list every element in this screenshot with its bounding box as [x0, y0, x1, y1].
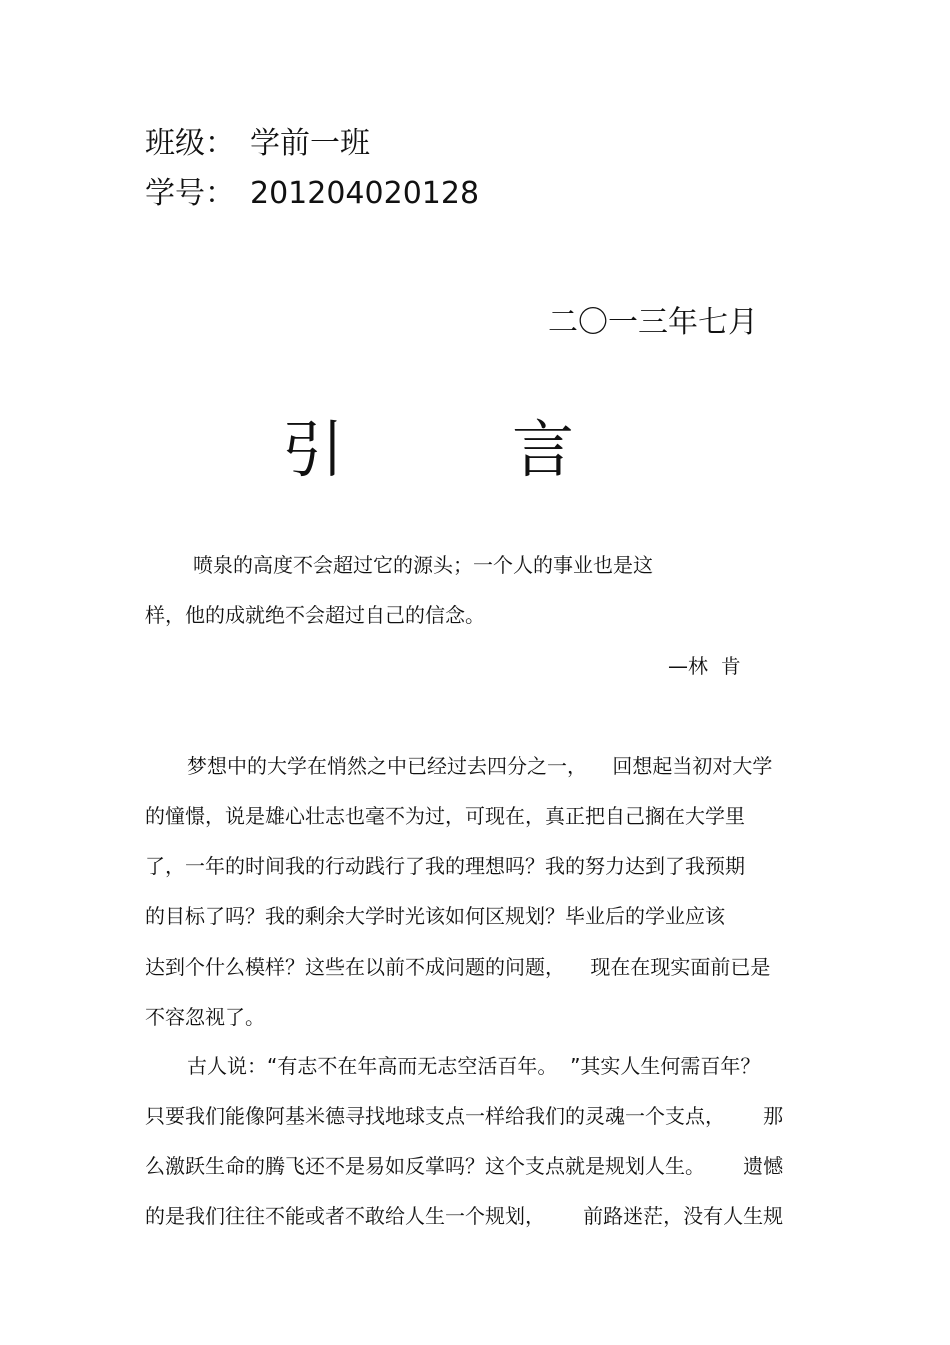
student-id-value: 201204020128 [250, 176, 480, 211]
heading-char-1: 引 [282, 413, 345, 486]
class-info [145, 124, 370, 164]
epigraph-line: 样，他的成就绝不会超过自己的信念。 [145, 603, 485, 627]
student-id-info [145, 174, 479, 214]
body-line: 么激跃生命的腾飞还不是易如反掌吗？这个支点就是规划人生。 遗憾 [145, 1154, 784, 1178]
document-date: 二〇一三年七月 [548, 305, 758, 340]
heading-char-2: 言 [512, 413, 575, 486]
body-line: 只要我们能像阿基米德寻找地球支点一样给我们的灵魂一个支点， 那 [145, 1104, 784, 1128]
epigraph-attribution: —林 肯 [668, 654, 741, 678]
body-line: 的憧憬，说是雄心壮志也毫不为过，可现在，真正把自己搁在大学里 [145, 804, 745, 828]
body-line: 达到个什么模样？这些在以前不成问题的问题， 现在在现实面前已是 [145, 955, 771, 979]
body-line: 的目标了吗？我的剩余大学时光该如何区规划？毕业后的学业应该 [145, 904, 725, 928]
epigraph-line: 喷泉的高度不会超过它的源头；一个人的事业也是这 [193, 553, 653, 577]
body-line: 的是我们往往不能或者不敢给人生一个规划， 前路迷茫，没有人生规 [145, 1204, 784, 1228]
body-line: 了，一年的时间我的行动践行了我的理想吗？我的努力达到了我预期 [145, 854, 745, 878]
body-line: 不容忽视了。 [145, 1005, 265, 1029]
class-label: 班级： [145, 126, 235, 161]
class-value: 学前一班 [250, 126, 370, 161]
student-id-label: 学号： [145, 176, 235, 211]
body-line: 古人说：“有志不在年高而无志空活百年。 ”其实人生何需百年？ [187, 1054, 761, 1078]
body-line: 梦想中的大学在悄然之中已经过去四分之一， 回想起当初对大学 [187, 754, 773, 778]
